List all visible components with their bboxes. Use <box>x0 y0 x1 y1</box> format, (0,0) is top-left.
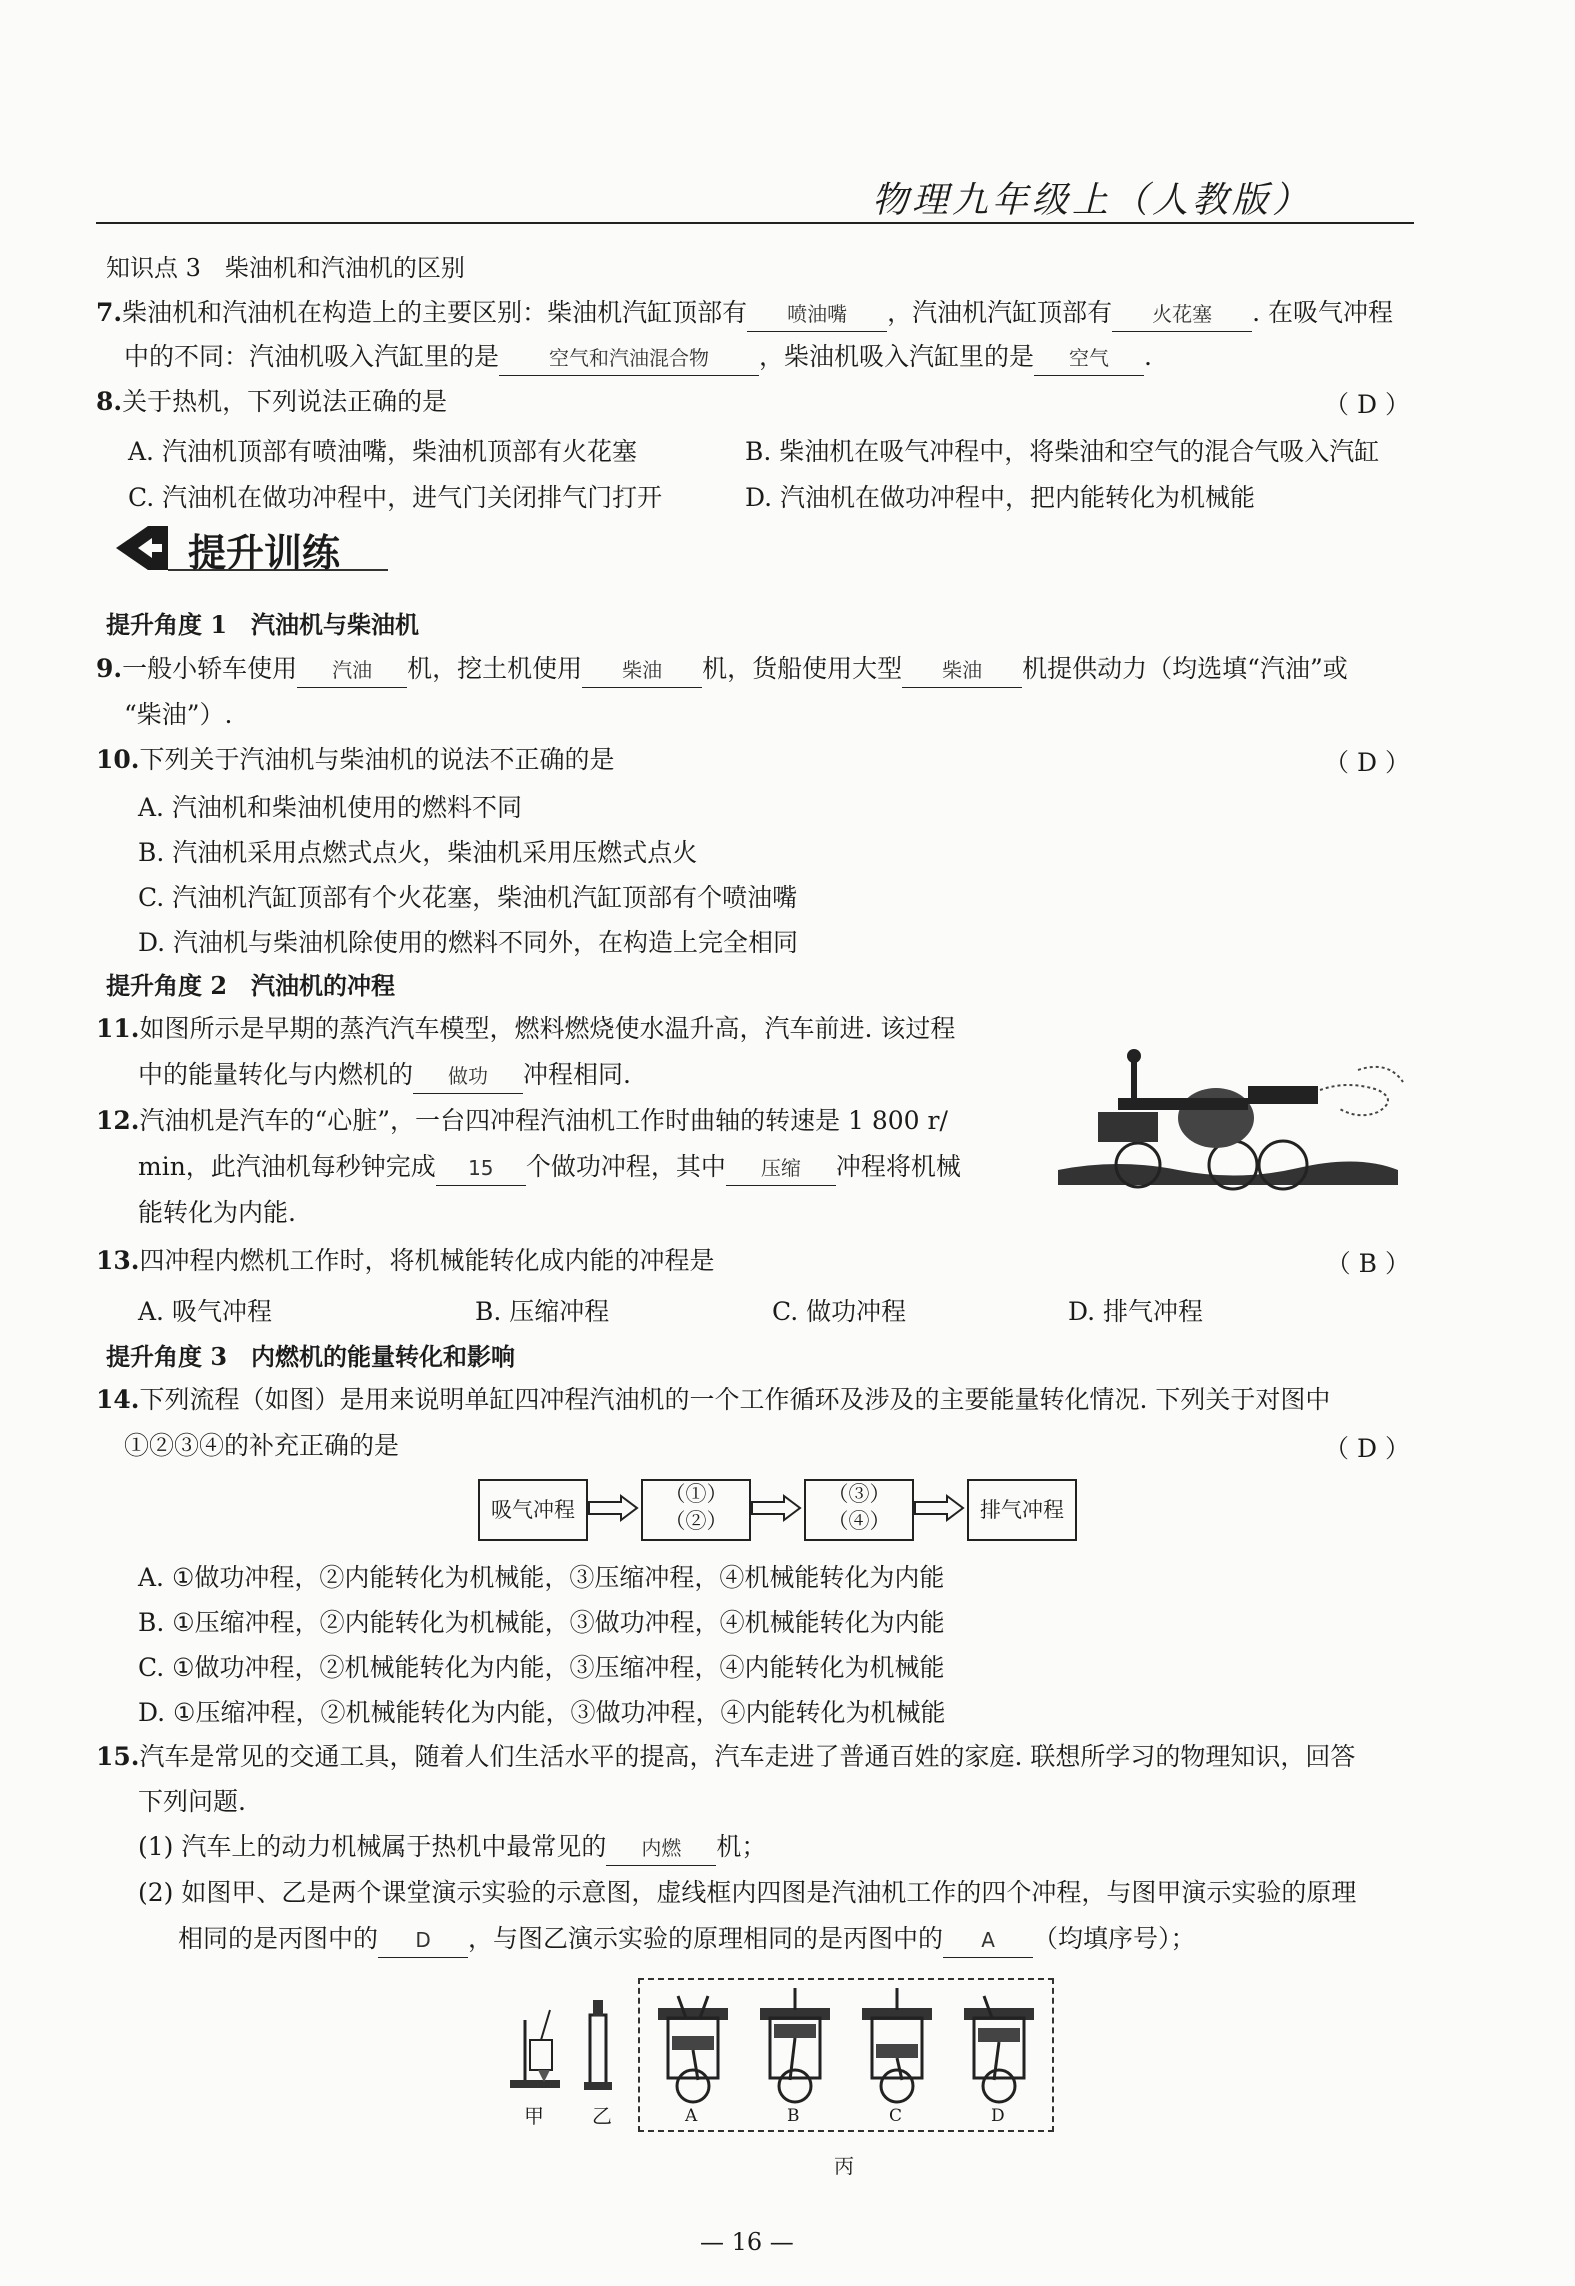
question-number: 11. <box>96 1014 140 1043</box>
text: 机提供动力（均选填“汽油”或 <box>1022 654 1348 683</box>
arrow-right-icon <box>587 1494 639 1522</box>
option-c: C. ①做功冲程，②机械能转化为内能，③压缩冲程，④内能转化为机械能 <box>138 1653 945 1682</box>
text: ，与图乙演示实验的原理相同的是丙图中的 <box>468 1924 944 1953</box>
page-number: — 16 — <box>700 2228 794 2256</box>
answer-blank: 15 <box>436 1151 526 1186</box>
question-11-line2 <box>138 1058 631 1094</box>
question-15-part1 <box>138 1830 766 1866</box>
flow-label: 排气冲程 <box>980 1498 1064 1522</box>
question-9-line1 <box>96 652 1348 688</box>
figure-label-bing: 丙 <box>834 2154 854 2178</box>
text: ，汽油机汽缸顶部有 <box>887 298 1113 327</box>
option-a: A. 吸气冲程 <box>138 1297 272 1326</box>
question-12-line3: 能转化为内能. <box>138 1198 296 1227</box>
option-c: C. 做功冲程 <box>772 1297 907 1326</box>
text: 柴油机和汽油机在构造上的主要区别：柴油机汽缸顶部有 <box>122 298 748 327</box>
question-number: 10. <box>96 745 140 774</box>
figure-jia-yi <box>500 1990 630 2130</box>
flow-label: （②） <box>664 1509 728 1533</box>
text: 中的不同：汽油机吸入汽缸里的是 <box>124 342 500 371</box>
question-13-stem <box>96 1244 715 1278</box>
option-d: D. ①压缩冲程，②机械能转化为内能，③做功冲程，④内能转化为机械能 <box>138 1698 946 1727</box>
section-banner <box>108 518 398 578</box>
stroke-label-a: A <box>685 2106 698 2126</box>
question-15-line1 <box>96 1740 1355 1774</box>
text: 机； <box>716 1832 767 1861</box>
section-heading-t1: 提升角度 1 汽油机与柴油机 <box>106 610 420 639</box>
question-9-line2: “柴油”）. <box>124 700 233 729</box>
answer-blank: 柴油 <box>902 653 1022 688</box>
answer-blank: 火花塞 <box>1112 297 1252 332</box>
answer-blank: 压缩 <box>726 1151 836 1186</box>
section-heading-t2: 提升角度 2 汽油机的冲程 <box>106 971 396 1000</box>
text: min，此汽油机每秒钟完成 <box>138 1152 436 1181</box>
flow-label: （③） <box>827 1482 891 1506</box>
question-number: 12. <box>96 1106 140 1135</box>
answer-blank: A <box>943 1923 1033 1958</box>
answer-bracket: （ D ） <box>1324 748 1410 777</box>
answer-bracket: （ D ） <box>1324 390 1410 419</box>
question-number: 13. <box>96 1246 140 1275</box>
question-10-stem <box>96 743 615 777</box>
text: . 在吸气冲程 <box>1252 298 1394 327</box>
answer-blank: 空气和汽油混合物 <box>499 341 759 376</box>
text: ，柴油机吸入汽缸里的是 <box>759 342 1035 371</box>
question-14-line2: ①②③④的补充正确的是 <box>124 1431 400 1460</box>
option-d: D. 排气冲程 <box>1068 1297 1204 1326</box>
text: 下列流程（如图）是用来说明单缸四冲程汽油机的一个工作循环及涉及的主要能量转化情况. 下列关于对图中 <box>139 1385 1331 1414</box>
stroke-label-d: D <box>991 2106 1005 2126</box>
text: (1) 汽车上的动力机械属于热机中最常见的 <box>138 1832 607 1861</box>
text: 汽车是常见的交通工具，随着人们生活水平的提高，汽车走进了普通百姓的家庭. 联想所学习的物理知识，回答 <box>139 1742 1356 1771</box>
option-d: D. 汽油机与柴油机除使用的燃料不同外，在构造上完全相同 <box>138 928 799 957</box>
text: 汽油机是汽车的“心脏”，一台四冲程汽油机工作时曲轴的转速是 1 800 r/ <box>139 1106 948 1135</box>
question-7-line1 <box>96 296 1393 332</box>
flow-label: （①） <box>664 1482 728 1506</box>
stroke-label-b: B <box>787 2106 800 2126</box>
question-number: 15. <box>96 1742 140 1771</box>
banner-title: 提升训练 <box>188 531 341 575</box>
answer-blank: 空气 <box>1034 341 1144 376</box>
option-a: A. 汽油机顶部有喷油嘴，柴油机顶部有火花塞 <box>128 437 637 466</box>
text: 四冲程内燃机工作时，将机械能转化成内能的冲程是 <box>139 1246 715 1275</box>
page-header-title: 物理九年级上（人教版） <box>872 180 1313 221</box>
question-11-line1 <box>96 1012 955 1046</box>
question-15-part2-line2 <box>178 1922 1196 1958</box>
answer-blank: 内燃 <box>606 1831 716 1866</box>
option-c: C. 汽油机在做功冲程中，进气门关闭排气门打开 <box>128 483 663 512</box>
question-14-line1 <box>96 1383 1330 1417</box>
text: 如图所示是早期的蒸汽汽车模型，燃料燃烧使水温升高，汽车前进. 该过程 <box>139 1014 956 1043</box>
answer-blank: 做功 <box>413 1059 523 1094</box>
text: 冲程相同. <box>523 1060 631 1089</box>
text: . <box>1144 342 1152 371</box>
figure-label-yi: 乙 <box>592 2104 612 2128</box>
option-b: B. 汽油机采用点燃式点火，柴油机采用压燃式点火 <box>138 838 698 867</box>
answer-blank: D <box>378 1923 468 1958</box>
flow-label: （④） <box>827 1509 891 1533</box>
option-b: B. ①压缩冲程，②内能转化为机械能，③做功冲程，④机械能转化为内能 <box>138 1608 945 1637</box>
flow-label: 吸气冲程 <box>491 1498 575 1522</box>
option-b: B. 压缩冲程 <box>475 1297 610 1326</box>
question-15-line2: 下列问题. <box>138 1787 246 1816</box>
header-rule <box>96 222 1414 224</box>
arrow-right-icon <box>750 1494 802 1522</box>
option-a: A. ①做功冲程，②内能转化为机械能，③压缩冲程，④机械能转化为内能 <box>138 1563 945 1592</box>
text: 个做功冲程，其中 <box>525 1152 726 1181</box>
question-number: 7. <box>96 298 123 327</box>
section-heading-k3: 知识点 3 柴油机和汽油机的区别 <box>106 254 465 282</box>
figure-label-jia: 甲 <box>524 2104 544 2128</box>
flow-box-exhaust <box>967 1479 1077 1541</box>
text: 中的能量转化与内燃机的 <box>138 1060 414 1089</box>
stroke-label-c: C <box>889 2106 903 2126</box>
question-8-stem <box>96 385 447 419</box>
answer-bracket: （ D ） <box>1324 1434 1410 1463</box>
question-number: 8. <box>96 387 123 416</box>
text: 相同的是丙图中的 <box>178 1924 379 1953</box>
option-a: A. 汽油机和柴油机使用的燃料不同 <box>138 793 522 822</box>
option-b: B. 柴油机在吸气冲程中，将柴油和空气的混合气吸入汽缸 <box>745 437 1380 466</box>
answer-blank: 柴油 <box>582 653 702 688</box>
question-12-line2 <box>138 1150 961 1186</box>
option-d: D. 汽油机在做功冲程中，把内能转化为机械能 <box>745 483 1256 512</box>
text: 关于热机，下列说法正确的是 <box>122 387 448 416</box>
flow-box-intake <box>478 1479 588 1541</box>
question-number: 9. <box>96 654 123 683</box>
text: 下列关于汽油机与柴油机的说法不正确的是 <box>139 745 615 774</box>
flow-box-step-1-2 <box>641 1479 751 1541</box>
arrow-right-icon <box>913 1494 965 1522</box>
flow-box-step-3-4 <box>804 1479 914 1541</box>
text: 一般小轿车使用 <box>122 654 298 683</box>
text: （均填序号）； <box>1033 1924 1196 1953</box>
answer-blank: 喷油嘴 <box>747 297 887 332</box>
question-7-line2 <box>124 340 1152 376</box>
steam-car-figure <box>1058 1020 1408 1195</box>
text: 冲程将机械 <box>835 1152 961 1181</box>
text: 机，挖土机使用 <box>407 654 583 683</box>
figure-bing-frame <box>638 1978 1054 2132</box>
question-12-line1 <box>96 1104 948 1138</box>
option-c: C. 汽油机汽缸顶部有个火花塞，柴油机汽缸顶部有个喷油嘴 <box>138 883 798 912</box>
question-15-part2-line1: (2) 如图甲、乙是两个课堂演示实验的示意图，虚线框内四图是汽油机工作的四个冲程，与图甲演示实验的原理 <box>138 1878 1357 1907</box>
answer-blank: 汽油 <box>297 653 407 688</box>
engine-strokes <box>640 1980 1052 2110</box>
answer-bracket: （ B ） <box>1325 1249 1410 1278</box>
question-number: 14. <box>96 1385 140 1414</box>
section-heading-t3: 提升角度 3 内燃机的能量转化和影响 <box>106 1342 516 1371</box>
text: 机，货船使用大型 <box>702 654 903 683</box>
